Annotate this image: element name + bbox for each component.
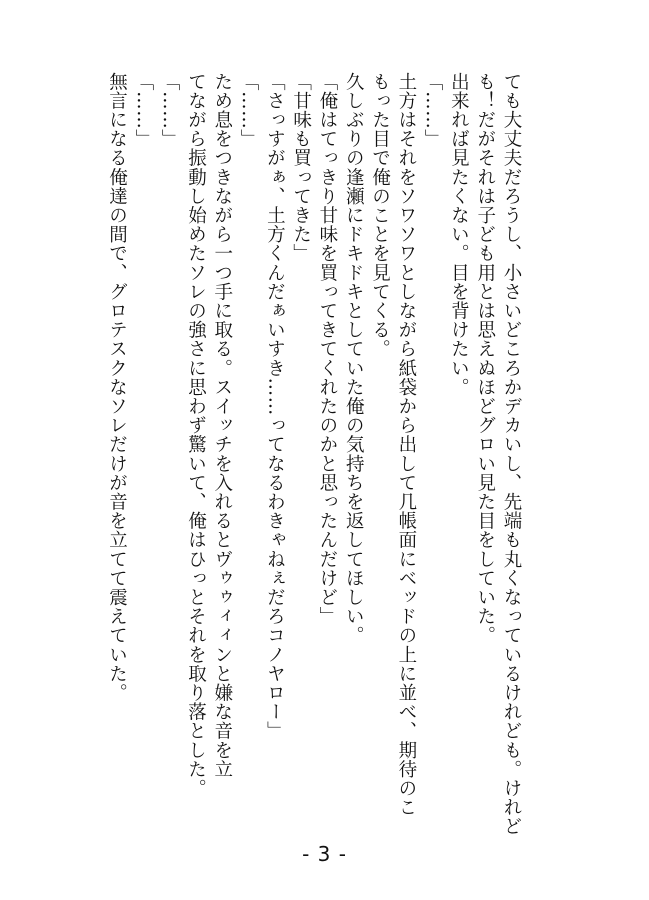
vertical-text-body (84, 72, 524, 836)
text-line: 「……」 (238, 72, 260, 149)
text-line: 無言になる俺達の間で、グロテスクなソレだけが音を立てて震えていた。 (106, 72, 128, 703)
text-line: ても大丈夫だろうし、小さいどころかデカいし、先端も丸くなっているけれども。けれど (501, 72, 522, 836)
text-line: 出来れば見たくない。目を背けたい。 (448, 72, 470, 397)
text-line: 久しぶりの逢瀬にドキドキとしていた俺の気持ちを返してほしい。 (343, 72, 365, 645)
text-line: 「……」 (422, 72, 444, 149)
text-line: も！だがそれは子ども用とは思えぬほどグロい見た目をしていた。 (474, 72, 496, 645)
text-line: 「……」 (159, 72, 181, 149)
text-line: 「……」 (132, 72, 154, 149)
text-line: てながら振動し始めたソレの強さに思わず驚いて、俺はひっとそれを取り落とした。 (185, 72, 207, 798)
page-number: - 3 - (302, 842, 347, 866)
text-line: 「さっすがぁ、土方くんだぁいすき……ってなるわきゃねぇだろコノヤロー」 (264, 72, 286, 741)
text-line: ため息をつきながら一つ手に取る。スイッチを入れるとヴゥゥィィンと嫌な音を立 (211, 72, 233, 779)
text-line: もった目で俺のことを見てくる。 (369, 72, 391, 359)
text-line: 「俺はてっきり甘味を買ってきてくれたのかと思ったんだけど」 (316, 72, 338, 626)
text-line: 土方はそれをソワソワとしながら紙袋から出して几帳面にベッドの上に並べ、期待のこ (395, 72, 417, 817)
text-line: 「甘味も買ってきた」 (290, 72, 312, 263)
